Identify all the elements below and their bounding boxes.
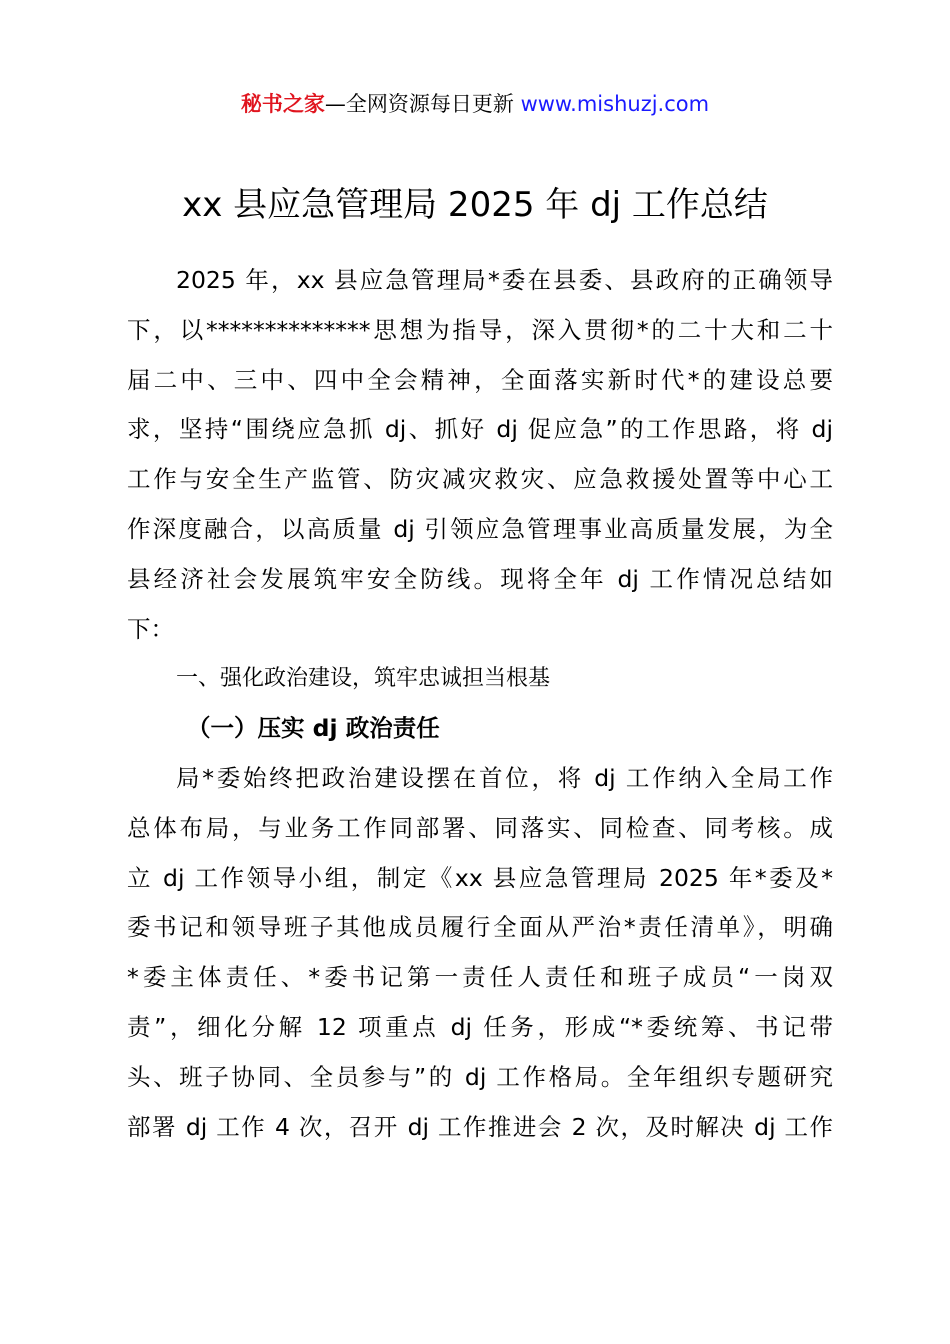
paragraph-line: 届二中、三中、四中全会精神，全面落实新时代*的建设总要 xyxy=(127,365,833,394)
banner-brand: 秘书之家 xyxy=(240,92,325,116)
paragraph-line: 下： xyxy=(127,614,174,643)
document-body xyxy=(127,256,833,1152)
paragraph-line: 工作与安全生产监管、防灾减灾救灾、应急救援处置等中心工 xyxy=(127,465,833,494)
paragraph-line: 部署 dj 工作 4 次，召开 dj 工作推进会 2 次，及时解决 dj 工作 xyxy=(127,1112,833,1141)
paragraph-line: 下，以**************思想为指导，深入贯彻*的二十大和二十 xyxy=(127,315,833,344)
paragraph-line: 总体布局，与业务工作同部署、同落实、同检查、同考核。成 xyxy=(127,813,833,842)
paragraph-line: 求，坚持“围绕应急抓 dj、抓好 dj 促应急”的工作思路，将 dj xyxy=(127,415,833,444)
section-heading: 一、强化政治建设，筑牢忠诚担当根基 xyxy=(176,666,551,692)
paragraph-line: 作深度融合，以高质量 dj 引领应急管理事业高质量发展，为全 xyxy=(127,514,833,543)
site-banner xyxy=(0,88,950,120)
paragraph-line: 头、班子协同、全员参与”的 dj 工作格局。全年组织专题研究 xyxy=(127,1062,833,1091)
paragraph-line: 立 dj 工作领导小组，制定《xx 县应急管理局 2025 年*委及* xyxy=(127,863,833,892)
paragraph-line: 责”，细化分解 12 项重点 dj 任务，形成“*委统筹、书记带 xyxy=(127,1012,833,1041)
subsection-heading: （一）压实 dj 政治责任 xyxy=(187,714,440,743)
paragraph-line: 2025 年，xx 县应急管理局*委在县委、县政府的正确领导 xyxy=(176,266,833,294)
paragraph-line: *委主体责任、*委书记第一责任人责任和班子成员“一岗双 xyxy=(127,963,833,992)
paragraph-line: 局*委始终把政治建设摆在首位，将 dj 工作纳入全局工作 xyxy=(176,763,833,792)
paragraph-line: 县经济社会发展筑牢安全防线。现将全年 dj 工作情况总结如 xyxy=(127,564,833,593)
paragraph-line: 委书记和领导班子其他成员履行全面从严治*责任清单》，明确 xyxy=(127,913,833,942)
banner-url-link[interactable]: www.mishuzj.com xyxy=(520,92,710,116)
document-title: xx 县应急管理局 2025 年 dj 工作总结 xyxy=(182,185,768,225)
banner-tagline: —全网资源每日更新 xyxy=(324,92,521,116)
